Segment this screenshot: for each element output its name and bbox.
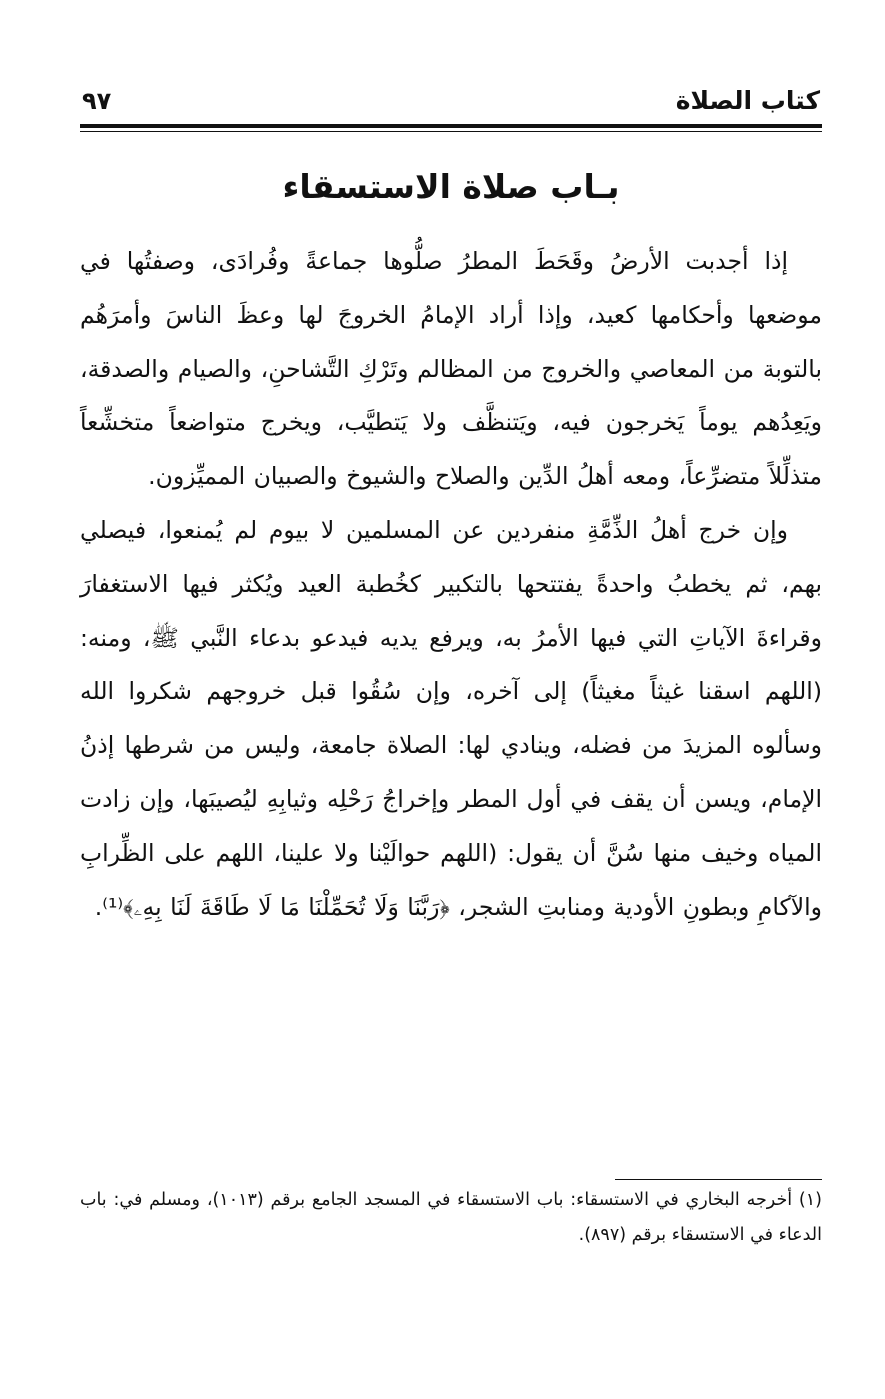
- header-rule-thin: [80, 131, 822, 132]
- book-title: كتاب الصلاة: [675, 86, 820, 115]
- header-rule-thick: [80, 124, 822, 128]
- paragraph: وإن خرج أهلُ الذِّمَّةِ منفردين عن المسلمين لا بيوم لم يُمنعوا، فيصلي بهم، ثم يخطبُ واحدةً يفتتحها بالتكبير كخُطبة العيد ويُكثر فيها الاستغفارَ وقراءةَ الآياتِ التي فيها الأمرُ به، ويرفع يديه فيدعو بدعاء النَّبي ﷺ، ومنه: (اللهم اسقنا غيثاً مغيثاً) إلى آخره، وإن سُقُوا قبل خروجهم شكروا الله وسألوه المزيدَ من فضله، وينادي لها: الصلاة جامعة، وليس من شرطها إذنُ الإمام، ويسن أن يقف في أول المطر وإخراجُ رَحْلِه وثيابِهِ ليُصيبَها، وإن زادت المياه وخيف منها سُنَّ أن يقول: (اللهم حوالَيْنا ولا علينا، اللهم على الظِّرابِ والآكامِ وبطونِ الأودية ومنابتِ الشجر، ﴿رَبَّنَا وَلَا تُحَمِّلْنَا مَا لَا طَاقَةَ لَنَا بِهِۦ﴾⁽¹⁾.: [80, 515, 822, 921]
- page-number: ٩٧: [82, 87, 112, 115]
- body-text: [80, 235, 822, 934]
- footnotes: [80, 1183, 822, 1253]
- footnote-separator: [615, 1179, 822, 1180]
- chapter-heading: بـاب صلاة الاستسقاء: [282, 167, 620, 206]
- footnote: (١) أخرجه البخاري في الاستسقاء: باب الاستسقاء في المسجد الجامع برقم (١٠١٣)، ومسلم في: باب الدعاء في الاستسقاء برقم (٨٩٧).: [80, 1190, 822, 1245]
- paragraph: إذا أجدبت الأرضُ وقَحَطَ المطرُ صلُّوها جماعةً وفُرادَى، وصفتُها في موضعها وأحكامها كعيد، وإذا أراد الإمامُ الخروجَ لها وعظَ الناسَ وأمرَهُم بالتوبة من المعاصي والخروج من المظالم وتَرْكِ التَّشاحنِ، والصيام والصدقة، ويَعِدُهم يوماً يَخرجون فيه، ويَتنظَّف ولا يَتطيَّب، ويخرج متواضعاً متخشِّعاً متذلِّلاً متضرِّعاً، ومعه أهلُ الدِّين والصلاح والشيوخ والصبيان المميِّزون.: [80, 247, 822, 491]
- running-header: [80, 84, 822, 124]
